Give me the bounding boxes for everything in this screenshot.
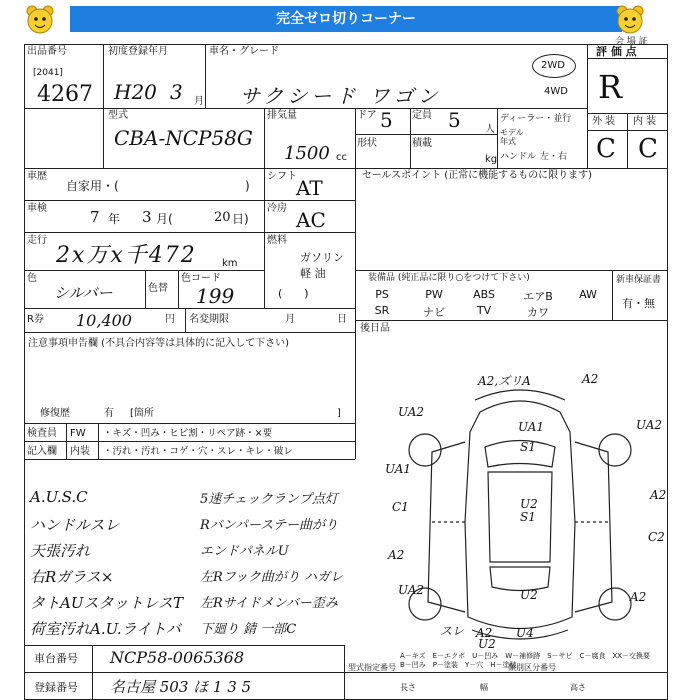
entry-label: 記入欄	[27, 446, 57, 457]
equipment-item: カワ	[527, 306, 549, 319]
exterior-label: 外 装	[592, 116, 616, 127]
damage-mark: UA2	[398, 583, 425, 597]
recycle-unit: 円	[165, 314, 175, 325]
sales-points-label: セールスポイント (正常に機能するものに限ります)	[362, 170, 593, 181]
color-value: シルバー	[54, 284, 113, 302]
lot-number: 4267	[37, 82, 93, 107]
registration-label: 初度登録年月	[108, 46, 168, 57]
name-change-day: 日	[337, 314, 347, 325]
repair-value: 有	[104, 408, 114, 419]
warranty-label: 新車保証書	[616, 275, 662, 285]
repair-place: [箇所	[130, 408, 154, 419]
mileage-label: 走行	[27, 235, 47, 246]
notes-label: 注意事項申告欄 (不具合内容等は具体的に記入して下さい)	[28, 338, 289, 349]
remark-right: 5速チェックランプ点灯	[200, 492, 338, 507]
wheel-front-right	[599, 434, 631, 466]
damage-mark: UA2	[636, 418, 663, 432]
car-left-side	[428, 442, 465, 612]
name-change-label: 名変期限	[189, 314, 229, 325]
damage-mark: UA1	[518, 420, 545, 434]
drive-circle	[532, 54, 576, 78]
aircon-label: 冷房	[267, 203, 287, 214]
plate-value: 名古屋 503 ほ 1 3 5	[110, 678, 252, 696]
damage-mark: S1	[520, 440, 536, 454]
remark-right: 左Rサイドメンバー歪み	[200, 596, 338, 611]
interior-label: 内 装	[633, 116, 657, 127]
model-label: 型式	[108, 110, 128, 121]
registration-month-unit: 月	[194, 96, 204, 107]
usage-value: 自家用・(	[66, 179, 119, 193]
repair-label: 修復歴	[40, 408, 70, 419]
remark-left: ハンドルスレ	[30, 516, 120, 534]
damage-mark: C2	[648, 530, 665, 544]
fuel-diesel: 軽 油	[300, 267, 326, 280]
recycle-value: 10,400	[76, 311, 132, 330]
capacity-label: 定員	[412, 110, 432, 121]
lot-small-number: [2041]	[33, 68, 63, 78]
car-name-value: サクシード ワゴン	[240, 84, 442, 108]
usage-label: 車歴	[27, 171, 47, 182]
bear-mascot-icon	[24, 4, 56, 36]
color-label: 色	[27, 273, 37, 284]
inspection-year-unit: 年	[108, 212, 121, 226]
remark-left: A.U.S.C	[30, 488, 88, 506]
lot-label: 出品番号	[27, 46, 67, 57]
fuel-label: 燃料	[267, 235, 287, 246]
shift-label: シフト	[267, 171, 297, 182]
shape-label: 形状	[357, 138, 377, 149]
evaluation-label: 評 価 点	[596, 45, 637, 58]
car-rear-window	[490, 567, 550, 591]
equipment-item: AW	[579, 288, 597, 301]
inspection-year: 7	[90, 208, 100, 226]
inspection-day-unit: 日)	[232, 212, 249, 226]
equipment-item: エアB	[523, 290, 553, 303]
inspector-label: 検査員	[27, 428, 57, 439]
bear-mascot-icon	[614, 4, 646, 36]
displacement-unit: cc	[336, 152, 347, 163]
mileage-unit: km	[222, 258, 238, 269]
damage-mark: UA1	[385, 462, 412, 476]
damage-mark: U4	[516, 626, 534, 640]
repair-close: ]	[337, 408, 341, 419]
doors-value: 5	[380, 108, 393, 132]
recycle-label: R券	[27, 314, 44, 325]
remark-right: 下廻り 錆 一部C	[200, 622, 297, 637]
inspection-label: 車検	[27, 203, 47, 214]
aircon-value: AC	[296, 208, 326, 232]
footer-class-no: 類別区分番号	[508, 663, 556, 672]
handle-label: ハンドル	[500, 152, 537, 162]
remark-left: タトAUスタットレスT	[30, 594, 184, 612]
interior-value: C	[638, 134, 658, 164]
equipment-item: TV	[476, 304, 492, 317]
name-change-month: 月	[285, 314, 295, 325]
diagram-legend-row1: A－キズ E－エクボ U－凹み W－補修跡 S－サビ C－腐食 XX－交換要	[400, 652, 651, 660]
inspection-month-unit: 月(	[156, 212, 173, 226]
registration-month: 3	[170, 80, 183, 104]
damage-mark: A2	[476, 626, 493, 640]
inspector-row1: ・キズ・凹み・ヒビ割・リペア跡・×要	[103, 428, 273, 439]
remark-right: 左Rフック曲がり ハガレ	[200, 570, 344, 585]
remark-right: Rバンパーステー曲がり	[200, 518, 338, 533]
handle-value: 左・右	[540, 152, 568, 162]
damage-mark: C1	[392, 500, 409, 514]
remark-left: 右Rガラス×	[30, 568, 114, 586]
inspector-row1-head: FW	[70, 428, 86, 439]
model-year-label: モデル 年式	[500, 128, 524, 146]
equipment-item: ナビ	[423, 306, 445, 319]
damage-mark: U2	[520, 497, 538, 511]
damage-mark: A2	[630, 590, 647, 604]
wheel-front-left	[409, 434, 441, 466]
warranty-value: 有・無	[622, 297, 655, 310]
fuel-gasoline: ガソリン	[300, 251, 344, 264]
displacement-label: 排気量	[267, 110, 297, 121]
remark-left: 天張汚れ	[30, 542, 91, 560]
damage-mark: U2	[520, 588, 538, 602]
equipment-label: 装備品 (純正品に限り○をつけて下さい)	[368, 273, 530, 283]
inspection-month: 3	[142, 208, 152, 226]
vehicle-id-value: NCP58-0065368	[110, 648, 245, 667]
damage-mark: A2	[650, 488, 667, 502]
color-code-value: 199	[196, 284, 235, 308]
inspection-day: 20	[214, 210, 231, 225]
damage-mark: A2	[582, 372, 599, 386]
inspector-row2-head: 内装	[70, 446, 90, 457]
equipment-item: PS	[375, 288, 389, 301]
corner-mark: 会 場 証	[615, 37, 648, 47]
footer-type-no: 型式指定番号	[348, 663, 396, 672]
color-code-label: 色コード	[181, 273, 221, 284]
damage-mark: S1	[520, 510, 536, 524]
registration-value: H20	[114, 80, 157, 104]
capacity-value: 5	[448, 108, 461, 132]
rear-seat-label: 後日品	[360, 323, 390, 334]
damage-mark: U2	[478, 637, 496, 651]
car-right-side	[575, 442, 612, 612]
exterior-value: C	[596, 134, 616, 164]
damage-mark: UA2	[398, 405, 425, 419]
shift-value: AT	[296, 176, 323, 200]
capacity-unit: 人	[485, 124, 495, 135]
dealer-label: ディーラー・並行	[500, 114, 572, 124]
evaluation-score: R	[598, 68, 623, 106]
page-title: 完全ゼロ切りコーナー	[70, 6, 622, 32]
inspector-row2: ・汚れ・汚れ・コゲ・穴・スレ・キレ・破レ	[103, 446, 293, 457]
remark-right: エンドパネルU	[200, 544, 289, 559]
fuel-paren: ( )	[278, 287, 309, 300]
usage-close: )	[245, 179, 250, 193]
footer-height: 高さ	[570, 683, 586, 692]
diagram-legend-row2: B－凹み P－塗装 Y－穴 H－塗装	[400, 661, 517, 669]
drive-2wd: 2WD	[541, 60, 565, 71]
damage-mark: A2	[388, 548, 405, 562]
equipment-item: ABS	[473, 288, 495, 301]
remark-left: 荷室汚れA.U.ライトバ	[30, 620, 181, 638]
model-value: CBA-NCP58G	[114, 126, 253, 150]
damage-mark: A2,ズリA	[478, 374, 531, 388]
damage-mark: スレ	[440, 624, 465, 638]
equipment-item: PW	[425, 288, 443, 301]
equipment-item: SR	[374, 304, 390, 317]
displacement-value: 1500	[284, 143, 330, 164]
mileage-value: 2x万x千472	[56, 243, 197, 268]
car-front-bumper	[475, 390, 565, 400]
vehicle-id-label: 車台番号	[34, 652, 78, 665]
load-label: 積載	[412, 138, 432, 149]
footer-width: 幅	[480, 683, 488, 692]
doors-label: ドア	[357, 110, 377, 121]
car-name-label: 車名・グレード	[209, 46, 279, 57]
load-unit: kg	[485, 154, 498, 165]
plate-label: 登録番号	[34, 681, 78, 694]
footer-length: 長さ	[400, 683, 416, 692]
drive-4wd: 4WD	[544, 86, 568, 97]
color-finish-label: 色替	[148, 283, 168, 294]
